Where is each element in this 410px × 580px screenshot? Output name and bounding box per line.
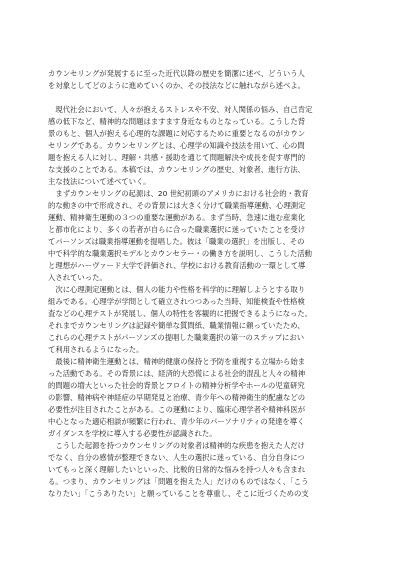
text-line: る。つまり、カウンセリングは「問題を抱えた人」だけのものではなく、「こう — [48, 477, 309, 486]
text-line: てパーソンズは職業指導運動を提唱した。彼は「職業の選択」を出版し、その — [48, 237, 305, 246]
document-body — [48, 68, 368, 500]
text-line: 次に心理測定運動とは、個人の能力や性格を科学的に理解しようとする取り — [48, 285, 306, 294]
text-line: まずカウンセリングの起源は、20 世紀初頭のアメリカにおける社会的・教育 — [48, 189, 309, 198]
text-line: 主な技法について述べていく。 — [48, 177, 151, 186]
paragraph-psychometric — [48, 284, 368, 356]
text-line: の影響、精神病や神経症の早期発見と治療、青少年への精神衛生的配慮などの — [48, 393, 306, 402]
text-line: ガイダンスを学校に導入する必要性が認識された。 — [48, 429, 217, 438]
text-line: 題を抱える人に対し、理解・共感・援助を通じて問題解決や成長を促す専門的 — [48, 153, 306, 162]
text-line: いてもっと深く理解したいといった、比較的日常的な悩みを持つ人々も含まれ — [48, 465, 306, 474]
text-line: これらの心理テストがパーソンズの提唱した職業選択の第一のステップにおい — [48, 333, 305, 342]
text-line: 中心となった適応相談が頻繁に行われ、青少年のパーソナリティの発達を導く — [48, 417, 305, 426]
paragraph-introduction — [48, 104, 368, 188]
text-line: 組みである。心理学が学問として確立されつつあった当時、知能検査や性格検 — [48, 297, 305, 306]
text-line: った活動である。その背景には、経済的大恐慌による社会的混乱と人々の精神 — [48, 369, 306, 378]
question-prompt — [48, 68, 368, 92]
text-line: 運動、精神衛生運動の３つの重要な運動がある。まず当時、急速に進む産業化 — [48, 213, 306, 222]
text-line: を対象としてどのように進めていくのか、その技法などに触れながら述べよ。 — [48, 81, 306, 90]
paragraph-mental-hygiene — [48, 356, 368, 440]
text-line: 景のもと、個人が抱える心理的な課題に対応するために重要となるのがカウン — [48, 129, 306, 138]
blank-line — [48, 92, 368, 104]
text-line: 感の低下など、精神的な問題はますます身近なものとなっている。こうした背 — [48, 117, 306, 126]
text-line: 的問題の増大といった社会的背景とフロイトの精神分析学やホールの児童研究 — [48, 381, 305, 390]
text-line: でなく、自分の感情が整理できない、人生の選択に迷っている、自分自身につ — [48, 453, 305, 462]
text-line: 必要性が注目されたことがある。この運動により、臨床心理学者や精神科医が — [48, 405, 306, 414]
text-line: こうした起源を持つカウンセリングの対象者は精神的な疾患を抱えた人だけ — [48, 441, 305, 450]
text-line: て利用されるようになった。 — [48, 345, 144, 354]
text-line: と都市化により、多くの若者が自らに合った職業選択に迷っていたことを受け — [48, 225, 306, 234]
text-line: 入されていった。 — [48, 273, 107, 282]
paragraph-origins — [48, 188, 368, 284]
text-line: カウンセリングが発展するに至った近代以降の歴史を簡潔に述べ、どういう人 — [48, 69, 305, 78]
text-line: それまでカウンセリングは記録や簡単な質問紙、職業情報に頼っていたため、 — [48, 321, 305, 330]
text-line: 査などの心理テストが発展し、個人の特性を客観的に把握できるようになった。 — [48, 309, 313, 318]
text-line: なりたい」「こうありたい」と願っていることを尊重し、そこに近づくための支 — [48, 489, 309, 498]
text-line: な支援のことである。本稿では、カウンセリングの歴史、対象者、進行方法、 — [48, 165, 305, 174]
text-line: と理想がハーヴァード大学で評価され、学校における教育活動の一環として導 — [48, 261, 306, 270]
text-line: 中で科学的な職業選択モデルとカウンセラー・の働き方を説明し、こうした活動 — [48, 249, 313, 258]
text-line: 的な動きの中で形成され、その背景には大きく分けて職業指導運動、心理測定 — [48, 201, 306, 210]
paragraph-clients — [48, 440, 368, 500]
text-line: セリングである。カウンセリングとは、心理学の知識や技法を用いて、心の問 — [48, 141, 305, 150]
text-line: 最後に精神衛生運動とは、精神的健康の保持と予防を重視する立場から始ま — [48, 357, 306, 366]
text-line: 現代社会において、人々が抱えるストレスや不安、対人関係の悩み、自己肯定 — [48, 105, 313, 114]
